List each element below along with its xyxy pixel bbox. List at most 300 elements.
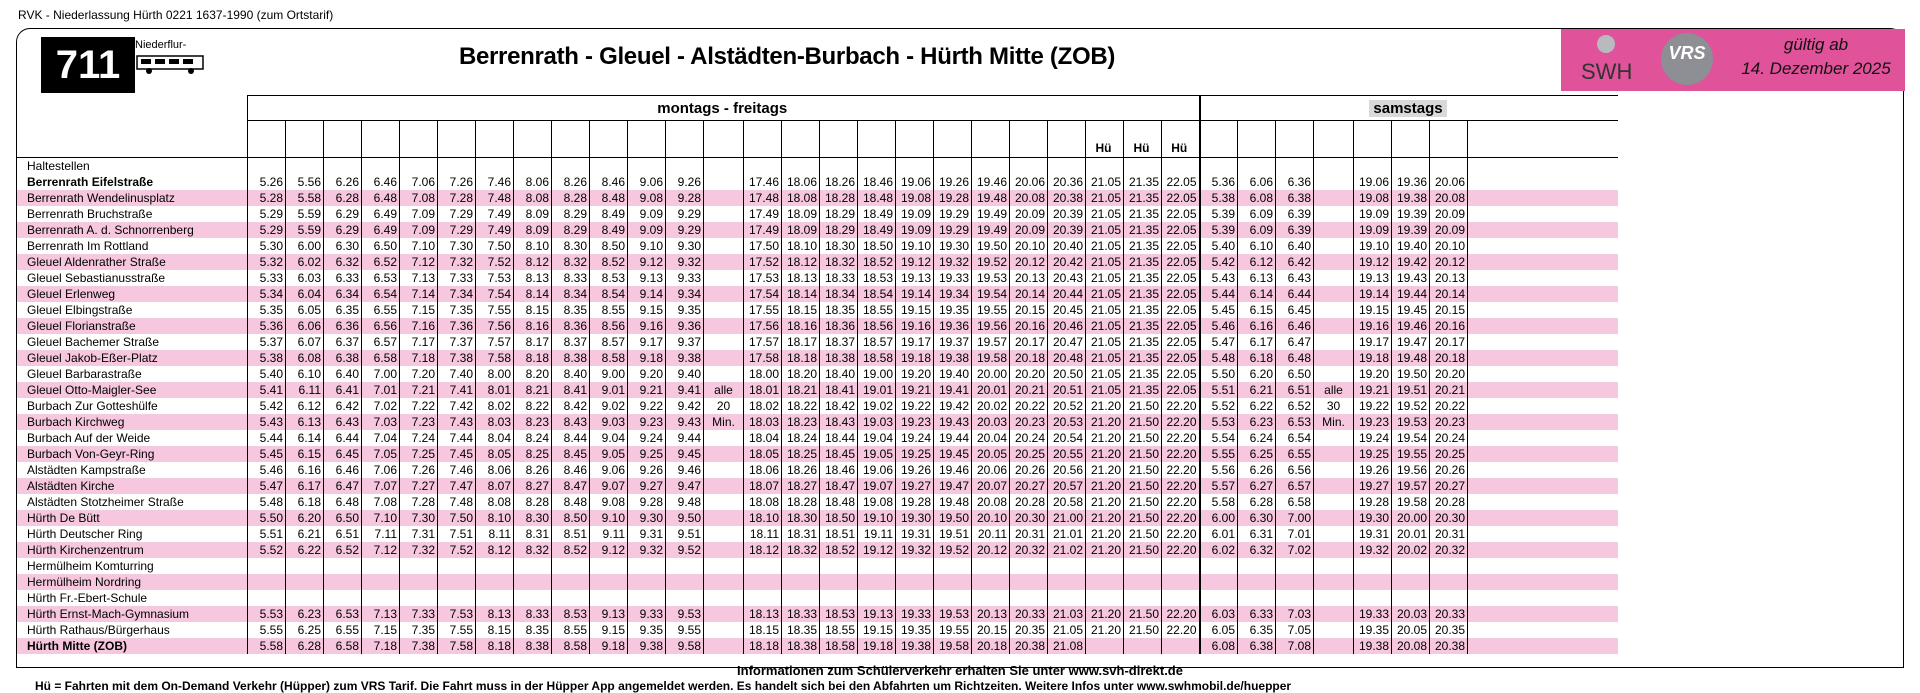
stop-row bbox=[17, 302, 1618, 318]
departure-time: 19.44 bbox=[1392, 286, 1430, 302]
departure-time: 8.30 bbox=[514, 510, 552, 526]
blank-cell bbox=[1468, 121, 1618, 140]
departure-time bbox=[1124, 558, 1162, 574]
departure-time: 7.23 bbox=[400, 414, 438, 430]
departure-time: 6.42 bbox=[1276, 254, 1314, 270]
departure-time bbox=[1086, 638, 1124, 654]
departure-time: 5.55 bbox=[1200, 446, 1238, 462]
departure-time: 6.09 bbox=[1238, 222, 1276, 238]
interval-note bbox=[1314, 206, 1354, 222]
departure-time: 21.50 bbox=[1124, 622, 1162, 638]
departure-time bbox=[896, 574, 934, 590]
departure-time: 20.02 bbox=[1392, 542, 1430, 558]
blank-cell bbox=[1468, 222, 1618, 238]
interval-note bbox=[1314, 190, 1354, 206]
departure-time: 6.53 bbox=[1276, 414, 1314, 430]
departure-time: 9.15 bbox=[590, 622, 628, 638]
departure-time: 19.58 bbox=[1392, 494, 1430, 510]
departure-time: 19.42 bbox=[1392, 254, 1430, 270]
departure-time: 8.03 bbox=[476, 414, 514, 430]
departure-time: 7.13 bbox=[400, 270, 438, 286]
interval-note bbox=[1314, 526, 1354, 542]
interval-note bbox=[704, 510, 744, 526]
departure-time: 21.20 bbox=[1086, 622, 1124, 638]
departure-time: 7.42 bbox=[438, 398, 476, 414]
departure-time: 19.39 bbox=[1392, 206, 1430, 222]
departure-time: 17.54 bbox=[744, 286, 782, 302]
departure-time: 7.00 bbox=[362, 366, 400, 382]
departure-time bbox=[666, 574, 704, 590]
departure-time: 6.50 bbox=[1276, 366, 1314, 382]
departure-time: 19.10 bbox=[1354, 238, 1392, 254]
departure-time: 7.29 bbox=[438, 222, 476, 238]
blank-cell bbox=[1468, 238, 1618, 254]
departure-time: 20.45 bbox=[1048, 302, 1086, 318]
stop-name: Berrenrath Wendelinusplatz bbox=[17, 190, 248, 206]
departure-time: 6.53 bbox=[362, 270, 400, 286]
swh-logo-text: SWH bbox=[1581, 59, 1633, 84]
departure-time: 18.21 bbox=[782, 382, 820, 398]
departure-time: 6.30 bbox=[1238, 510, 1276, 526]
departure-time: 9.55 bbox=[666, 622, 704, 638]
departure-time: 22.05 bbox=[1162, 222, 1200, 238]
departure-time: 9.26 bbox=[628, 462, 666, 478]
departure-time: 18.43 bbox=[820, 414, 858, 430]
departure-time: 20.28 bbox=[1010, 494, 1048, 510]
departure-time: 19.48 bbox=[972, 190, 1010, 206]
departure-time: 20.08 bbox=[1392, 638, 1430, 654]
departure-time: 6.24 bbox=[1238, 430, 1276, 446]
departure-time: 5.48 bbox=[248, 494, 286, 510]
departure-time: 7.17 bbox=[400, 334, 438, 350]
departure-time bbox=[590, 558, 628, 574]
stop-name: Gleuel Elbingstraße bbox=[27, 302, 133, 317]
departure-time: 7.25 bbox=[400, 446, 438, 462]
blank-cell bbox=[1468, 350, 1618, 366]
departure-time: 20.40 bbox=[1048, 238, 1086, 254]
departure-time: 9.10 bbox=[628, 238, 666, 254]
departure-time: 7.51 bbox=[438, 526, 476, 542]
departure-time: 18.33 bbox=[782, 606, 820, 622]
stop-row bbox=[17, 446, 1618, 462]
departure-time bbox=[552, 558, 590, 574]
departure-time: 5.56 bbox=[1200, 462, 1238, 478]
blank-cell bbox=[1276, 139, 1314, 158]
interval-note: 20 bbox=[704, 398, 744, 414]
departure-time: 21.50 bbox=[1124, 414, 1162, 430]
departure-time: 8.12 bbox=[476, 542, 514, 558]
departure-time: 20.09 bbox=[1010, 222, 1048, 238]
departure-time: 5.40 bbox=[248, 366, 286, 382]
departure-time: 18.03 bbox=[744, 414, 782, 430]
departure-time: 20.47 bbox=[1048, 334, 1086, 350]
departure-time: 5.42 bbox=[248, 398, 286, 414]
departure-time: 6.45 bbox=[1276, 302, 1314, 318]
departure-time: 9.51 bbox=[666, 526, 704, 542]
departure-time bbox=[1200, 558, 1238, 574]
departure-time: 19.03 bbox=[858, 414, 896, 430]
route-title: Berrenrath - Gleuel - Alstädten-Burbach - Hürth Mitte (ZOB) bbox=[458, 43, 1116, 70]
departure-time: 8.36 bbox=[552, 318, 590, 334]
departure-time: 7.45 bbox=[438, 446, 476, 462]
stop-row bbox=[17, 286, 1618, 302]
stop-name: Berrenrath Bruchstraße bbox=[27, 206, 153, 221]
departure-time: 19.21 bbox=[1354, 382, 1392, 398]
departure-time: 18.47 bbox=[820, 478, 858, 494]
departure-time: 5.46 bbox=[1200, 318, 1238, 334]
departure-time: 19.30 bbox=[934, 238, 972, 254]
departure-time: 19.33 bbox=[896, 606, 934, 622]
blank-cell bbox=[1354, 139, 1392, 158]
departure-time: 6.16 bbox=[1238, 318, 1276, 334]
departure-time: 9.47 bbox=[666, 478, 704, 494]
departure-time: 5.52 bbox=[248, 542, 286, 558]
departure-time: 6.47 bbox=[1276, 334, 1314, 350]
departure-time bbox=[1010, 574, 1048, 590]
departure-time: 19.06 bbox=[1354, 174, 1392, 190]
departure-time: 7.04 bbox=[362, 430, 400, 446]
departure-time: 6.29 bbox=[324, 222, 362, 238]
departure-time: 19.55 bbox=[972, 302, 1010, 318]
departure-time: 20.07 bbox=[972, 478, 1010, 494]
departure-time: 9.28 bbox=[666, 190, 704, 206]
departure-time: 6.07 bbox=[286, 334, 324, 350]
departure-time: 7.09 bbox=[400, 206, 438, 222]
departure-time: 7.10 bbox=[400, 238, 438, 254]
departure-time: 7.48 bbox=[476, 190, 514, 206]
departure-time: 20.58 bbox=[1048, 494, 1086, 510]
departure-time: 18.46 bbox=[858, 174, 896, 190]
departure-time: 19.25 bbox=[896, 446, 934, 462]
weekday-section-label: montags - freitags bbox=[248, 96, 1200, 121]
departure-time: 20.39 bbox=[1048, 206, 1086, 222]
departure-time: 5.43 bbox=[1200, 270, 1238, 286]
departure-time: 18.38 bbox=[820, 350, 858, 366]
blank-cell bbox=[1048, 139, 1086, 158]
departure-time: 18.56 bbox=[858, 318, 896, 334]
blank-cell bbox=[1468, 622, 1618, 638]
departure-time: 18.58 bbox=[820, 638, 858, 654]
stop-row bbox=[17, 366, 1618, 382]
departure-time: 5.32 bbox=[248, 254, 286, 270]
departure-time: 7.24 bbox=[400, 430, 438, 446]
departure-time: 6.02 bbox=[1200, 542, 1238, 558]
departure-time: 9.07 bbox=[590, 478, 628, 494]
departure-time: 6.05 bbox=[1200, 622, 1238, 638]
departure-time: 5.58 bbox=[248, 638, 286, 654]
departure-time: 8.43 bbox=[552, 414, 590, 430]
departure-time: 9.14 bbox=[628, 286, 666, 302]
blank-cell bbox=[1468, 494, 1618, 510]
departure-time: 9.00 bbox=[590, 366, 628, 382]
departure-time: 19.23 bbox=[896, 414, 934, 430]
departure-time bbox=[1124, 574, 1162, 590]
blank-cell bbox=[1010, 139, 1048, 158]
departure-time bbox=[248, 558, 286, 574]
departure-time: 22.20 bbox=[1162, 478, 1200, 494]
blank-cell bbox=[1468, 206, 1618, 222]
departure-time: 20.32 bbox=[1430, 542, 1468, 558]
departure-time: 18.18 bbox=[782, 350, 820, 366]
departure-time: 7.35 bbox=[438, 302, 476, 318]
departure-time: 6.21 bbox=[286, 526, 324, 542]
departure-time bbox=[476, 558, 514, 574]
departure-time: 6.08 bbox=[1238, 190, 1276, 206]
departure-time: 20.25 bbox=[1010, 446, 1048, 462]
departure-time: 20.08 bbox=[1010, 190, 1048, 206]
departure-time: 8.38 bbox=[552, 350, 590, 366]
departure-time bbox=[1048, 590, 1086, 606]
departure-time: 9.06 bbox=[628, 174, 666, 190]
stops-header-row bbox=[17, 158, 1618, 175]
departure-time: 20.10 bbox=[972, 510, 1010, 526]
blank-cell bbox=[1468, 190, 1618, 206]
departure-time: 21.05 bbox=[1086, 286, 1124, 302]
departure-time: 19.46 bbox=[972, 174, 1010, 190]
departure-time: 9.13 bbox=[590, 606, 628, 622]
blank-cell bbox=[514, 121, 552, 140]
departure-time: 7.16 bbox=[400, 318, 438, 334]
departure-time: 8.13 bbox=[514, 270, 552, 286]
departure-time: 20.16 bbox=[1430, 318, 1468, 334]
interval-note bbox=[704, 622, 744, 638]
departure-time: 7.30 bbox=[400, 510, 438, 526]
departure-time: 8.02 bbox=[476, 398, 514, 414]
blank-cell bbox=[248, 139, 286, 158]
stop-row bbox=[17, 190, 1618, 206]
departure-time: 8.53 bbox=[552, 606, 590, 622]
vrs-logo: VRS bbox=[1661, 33, 1713, 85]
departure-time: 6.14 bbox=[286, 430, 324, 446]
departure-time: 20.00 bbox=[972, 366, 1010, 382]
departure-time: 6.27 bbox=[1238, 478, 1276, 494]
departure-time: 7.57 bbox=[476, 334, 514, 350]
departure-time: 8.04 bbox=[476, 430, 514, 446]
departure-time: 20.01 bbox=[972, 382, 1010, 398]
stop-name: Gleuel Florianstraße bbox=[17, 318, 248, 334]
departure-time: 6.41 bbox=[324, 382, 362, 398]
blank-cell bbox=[1468, 382, 1618, 398]
hu-marker: Hü bbox=[1086, 139, 1124, 158]
departure-time: 6.56 bbox=[1276, 462, 1314, 478]
departure-time: 21.05 bbox=[1086, 222, 1124, 238]
departure-time: 18.14 bbox=[782, 286, 820, 302]
departure-time: 19.20 bbox=[1354, 366, 1392, 382]
blank-cell bbox=[1468, 590, 1618, 606]
departure-time: 19.11 bbox=[858, 526, 896, 542]
departure-time: 20.33 bbox=[1430, 606, 1468, 622]
departure-time: 6.37 bbox=[324, 334, 362, 350]
departure-time: 19.58 bbox=[934, 638, 972, 654]
departure-time bbox=[1162, 590, 1200, 606]
departure-time: 21.50 bbox=[1124, 494, 1162, 510]
blank-cell bbox=[1200, 158, 1238, 175]
departure-time: 20.52 bbox=[1048, 398, 1086, 414]
spacer-row bbox=[17, 121, 1618, 140]
departure-time: 22.05 bbox=[1162, 318, 1200, 334]
departure-time: 6.32 bbox=[324, 254, 362, 270]
departure-time: 20.20 bbox=[1010, 366, 1048, 382]
blank-cell bbox=[400, 121, 438, 140]
blank-cell bbox=[1010, 158, 1048, 175]
blank-cell bbox=[17, 96, 248, 121]
departure-time: 21.50 bbox=[1124, 462, 1162, 478]
stop-name: Hürth De Bütt bbox=[17, 510, 248, 526]
line-number: 711 bbox=[41, 37, 135, 93]
departure-time: 8.35 bbox=[514, 622, 552, 638]
interval-note bbox=[704, 638, 744, 654]
interval-note bbox=[704, 446, 744, 462]
departure-time: 21.35 bbox=[1124, 334, 1162, 350]
departure-time: 20.15 bbox=[972, 622, 1010, 638]
departure-time: 6.06 bbox=[286, 318, 324, 334]
blank-cell bbox=[1430, 158, 1468, 175]
blank-cell bbox=[1238, 158, 1276, 175]
departure-time: 20.53 bbox=[1048, 414, 1086, 430]
departure-time: 19.29 bbox=[934, 222, 972, 238]
departure-time: 18.50 bbox=[858, 238, 896, 254]
departure-time: 18.50 bbox=[820, 510, 858, 526]
departure-time: 19.06 bbox=[858, 462, 896, 478]
interval-note bbox=[704, 590, 744, 606]
departure-time: 7.46 bbox=[438, 462, 476, 478]
departure-time: 7.58 bbox=[438, 638, 476, 654]
departure-time: 19.09 bbox=[1354, 222, 1392, 238]
departure-time bbox=[362, 558, 400, 574]
departure-time: 21.50 bbox=[1124, 542, 1162, 558]
departure-time: 7.55 bbox=[476, 302, 514, 318]
departure-time: 6.08 bbox=[1200, 638, 1238, 654]
departure-time: 6.33 bbox=[1238, 606, 1276, 622]
departure-time: 18.18 bbox=[744, 638, 782, 654]
departure-time: 21.05 bbox=[1086, 366, 1124, 382]
departure-time: 20.31 bbox=[1010, 526, 1048, 542]
departure-time: 7.58 bbox=[476, 350, 514, 366]
departure-time: 20.24 bbox=[1010, 430, 1048, 446]
departure-time: 19.10 bbox=[858, 510, 896, 526]
blank-cell bbox=[1238, 139, 1276, 158]
departure-time: 8.15 bbox=[514, 302, 552, 318]
departure-time: 5.59 bbox=[286, 222, 324, 238]
departure-time: 18.17 bbox=[782, 334, 820, 350]
departure-time: 18.55 bbox=[858, 302, 896, 318]
departure-time: 8.44 bbox=[552, 430, 590, 446]
stops-header: Haltestellen bbox=[17, 158, 248, 175]
departure-time: 5.42 bbox=[1200, 254, 1238, 270]
stop-row bbox=[17, 254, 1618, 270]
departure-time: 6.21 bbox=[1238, 382, 1276, 398]
departure-time: 5.36 bbox=[248, 318, 286, 334]
departure-time bbox=[858, 558, 896, 574]
departure-time: 21.50 bbox=[1124, 446, 1162, 462]
departure-time: 19.24 bbox=[1354, 430, 1392, 446]
departure-time: 22.05 bbox=[1162, 174, 1200, 190]
departure-time bbox=[1162, 558, 1200, 574]
departure-time: 9.12 bbox=[628, 254, 666, 270]
departure-time: 21.35 bbox=[1124, 190, 1162, 206]
departure-time: 19.31 bbox=[1354, 526, 1392, 542]
interval-note bbox=[704, 254, 744, 270]
departure-time: 6.46 bbox=[1276, 318, 1314, 334]
departure-time: 7.40 bbox=[438, 366, 476, 382]
departure-time: 7.21 bbox=[400, 382, 438, 398]
departure-time: 9.28 bbox=[628, 494, 666, 510]
departure-time: 18.45 bbox=[820, 446, 858, 462]
departure-time bbox=[1124, 638, 1162, 654]
blank-cell bbox=[248, 158, 286, 175]
interval-note bbox=[1314, 446, 1354, 462]
departure-time: 7.34 bbox=[438, 286, 476, 302]
departure-time: 9.38 bbox=[628, 638, 666, 654]
departure-time: 8.56 bbox=[590, 318, 628, 334]
departure-time bbox=[628, 590, 666, 606]
departure-time: 6.20 bbox=[1238, 366, 1276, 382]
departure-time: 6.01 bbox=[1200, 526, 1238, 542]
departure-time: 9.34 bbox=[666, 286, 704, 302]
departure-time: 20.22 bbox=[1010, 398, 1048, 414]
departure-time: 20.11 bbox=[972, 526, 1010, 542]
departure-time: 19.35 bbox=[896, 622, 934, 638]
departure-time: 6.57 bbox=[362, 334, 400, 350]
departure-time: 20.15 bbox=[1430, 302, 1468, 318]
departure-time: 18.09 bbox=[782, 206, 820, 222]
stop-name: Burbach Von-Geyr-Ring bbox=[17, 446, 248, 462]
departure-time: 22.05 bbox=[1162, 206, 1200, 222]
interval-note bbox=[1314, 622, 1354, 638]
departure-time: 22.20 bbox=[1162, 494, 1200, 510]
departure-time: 20.23 bbox=[1010, 414, 1048, 430]
departure-time: 20.23 bbox=[1430, 414, 1468, 430]
departure-time: 9.53 bbox=[666, 606, 704, 622]
departure-time: 6.06 bbox=[1238, 174, 1276, 190]
departure-time: 7.03 bbox=[1276, 606, 1314, 622]
departure-time: 19.13 bbox=[1354, 270, 1392, 286]
departure-time: 21.05 bbox=[1086, 334, 1124, 350]
departure-time: 18.28 bbox=[782, 494, 820, 510]
stop-row bbox=[17, 238, 1618, 254]
departure-time: 20.24 bbox=[1430, 430, 1468, 446]
departure-time: 8.47 bbox=[552, 478, 590, 494]
blank-cell bbox=[666, 139, 704, 158]
departure-time: 6.15 bbox=[1238, 302, 1276, 318]
stop-row bbox=[17, 206, 1618, 222]
departure-time: 21.05 bbox=[1086, 302, 1124, 318]
departure-time bbox=[1010, 590, 1048, 606]
departure-time: 7.18 bbox=[400, 350, 438, 366]
departure-time: 19.28 bbox=[896, 494, 934, 510]
departure-time: 19.27 bbox=[896, 478, 934, 494]
interval-note bbox=[1314, 478, 1354, 494]
departure-time: 17.53 bbox=[744, 270, 782, 286]
departure-time bbox=[972, 590, 1010, 606]
departure-time: 7.12 bbox=[400, 254, 438, 270]
departure-time: 20.25 bbox=[1430, 446, 1468, 462]
departure-time: 7.01 bbox=[1276, 526, 1314, 542]
interval-note bbox=[704, 222, 744, 238]
departure-time: 6.12 bbox=[1238, 254, 1276, 270]
departure-time: 8.00 bbox=[476, 366, 514, 382]
stop-name: Gleuel Barbarastraße bbox=[27, 366, 142, 381]
blank-cell bbox=[590, 121, 628, 140]
departure-time: 5.50 bbox=[1200, 366, 1238, 382]
departure-time: 19.22 bbox=[896, 398, 934, 414]
interval-note bbox=[1314, 318, 1354, 334]
departure-time bbox=[248, 574, 286, 590]
stop-name: Hürth Ernst-Mach-Gymnasium bbox=[17, 606, 248, 622]
blank-cell bbox=[896, 121, 934, 140]
departure-time: 8.08 bbox=[476, 494, 514, 510]
blank-cell bbox=[782, 121, 820, 140]
